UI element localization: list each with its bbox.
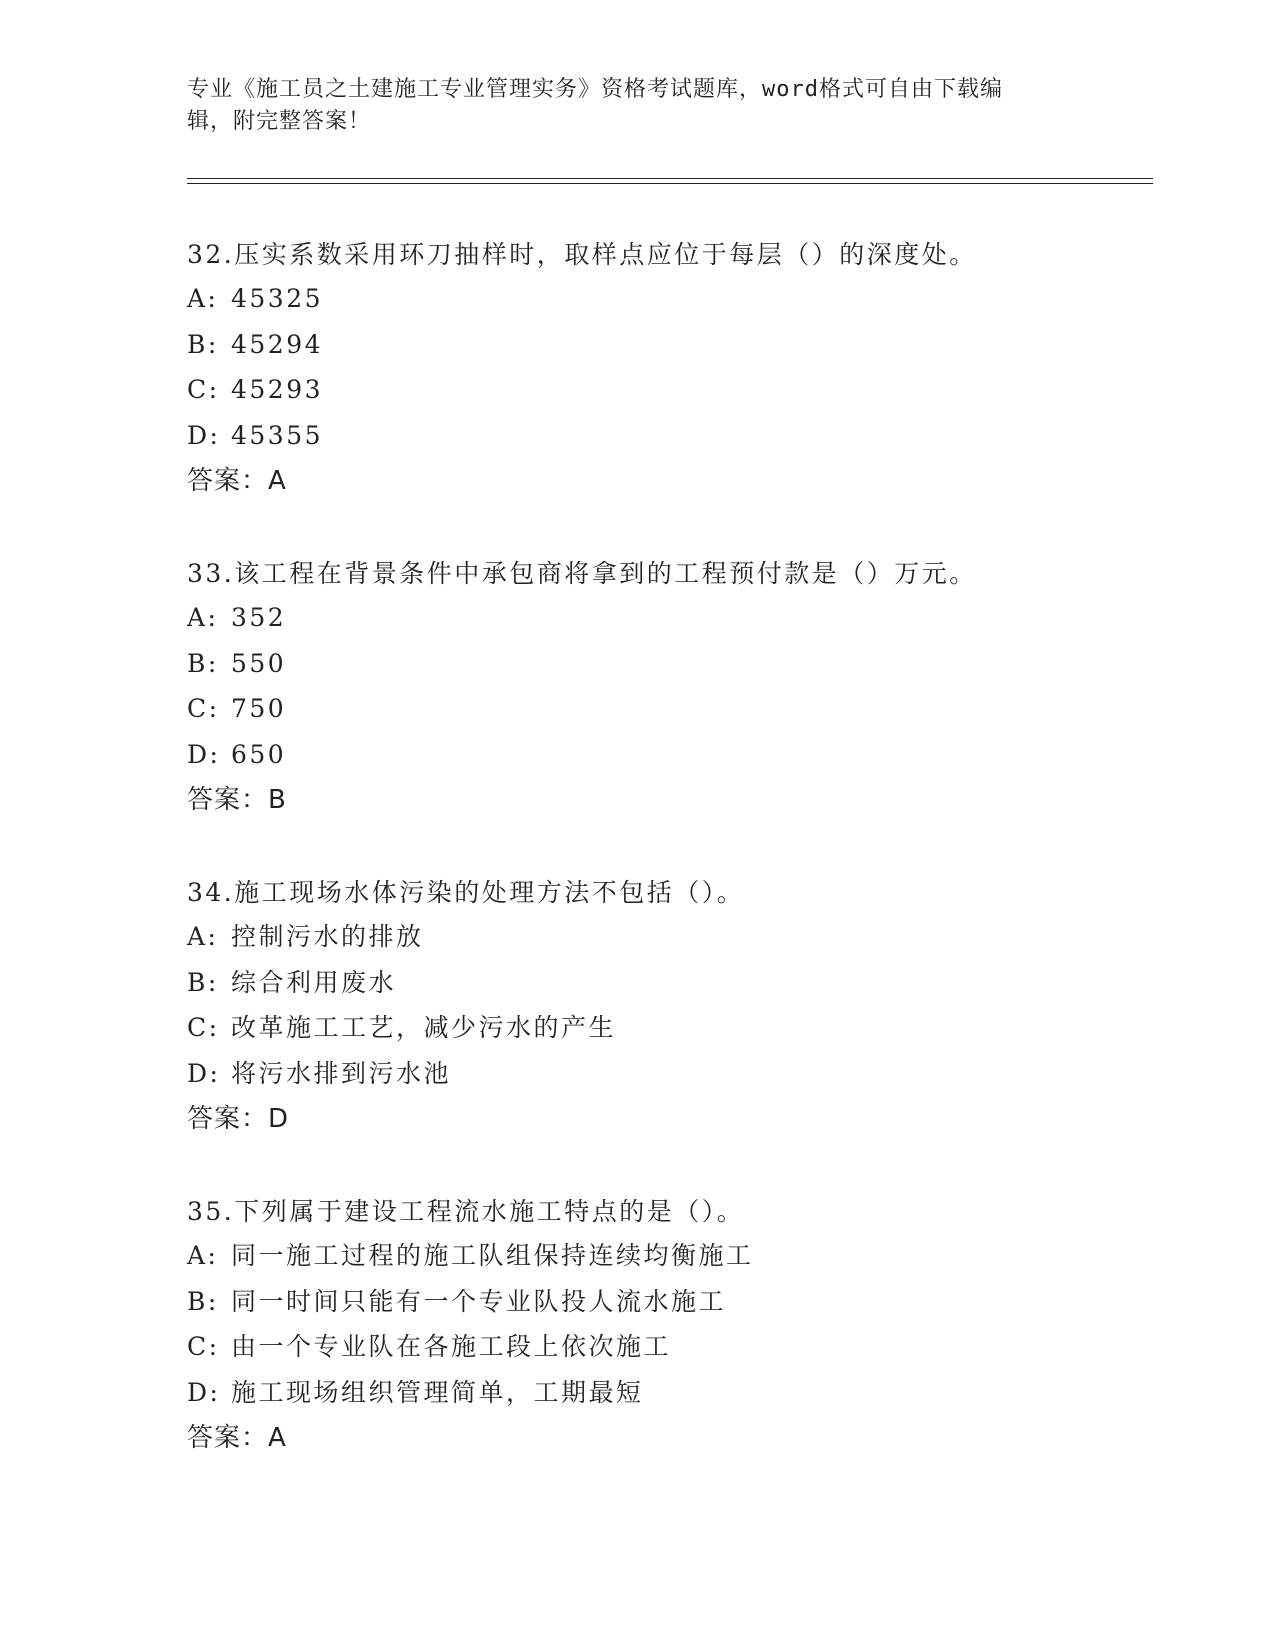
option-letter: D:: [187, 420, 221, 450]
header-divider-bottom: [187, 183, 1153, 184]
option-a: [187, 1240, 1167, 1286]
option-letter: B:: [187, 329, 219, 359]
option-letter: B:: [187, 1286, 219, 1316]
option-d: [187, 1377, 1167, 1423]
option-text: 352: [231, 603, 287, 632]
option-letter: C:: [187, 694, 220, 723]
option-b: [187, 648, 1167, 694]
answer-line: 答案：D: [187, 1104, 290, 1134]
header-line-1: 专业《施工员之土建施工专业管理实务》资格考试题库，word格式可自由下载编: [187, 77, 1003, 102]
option-text: 由一个专业队在各施工段上依次施工: [231, 1332, 672, 1361]
question-stem: 32.压实系数采用环刀抽样时，取样点应位于每层（）的深度处。: [187, 240, 977, 269]
option-letter: B:: [187, 967, 219, 997]
question-35: [187, 1196, 1167, 1462]
option-c: [187, 374, 1167, 420]
option-text: 改革施工工艺，减少污水的产生: [231, 1013, 617, 1042]
question-stem: 34.施工现场水体污染的处理方法不包括（）。: [187, 878, 745, 907]
option-a: [187, 602, 1167, 648]
option-text: 综合利用废水: [231, 967, 397, 997]
option-text: 45294: [231, 329, 324, 359]
header-line-2: 辑，附完整答案！: [187, 109, 372, 134]
option-text: 650: [231, 739, 287, 769]
option-d: [187, 1058, 1167, 1104]
option-text: 将污水排到污水池: [231, 1058, 452, 1088]
option-c: [187, 1331, 1167, 1377]
option-text: 控制污水的排放: [231, 922, 424, 951]
question-stem: 33.该工程在背景条件中承包商将拿到的工程预付款是（）万元。: [187, 559, 977, 588]
option-c: [187, 693, 1167, 739]
answer-line: 答案：B: [187, 785, 287, 815]
option-letter: D:: [187, 1377, 221, 1407]
question-34: [187, 877, 1167, 1143]
option-letter: A:: [187, 603, 219, 632]
option-a: [187, 283, 1167, 329]
option-c: [187, 1012, 1167, 1058]
option-letter: B:: [187, 648, 219, 678]
option-b: [187, 967, 1167, 1013]
option-letter: A:: [187, 284, 219, 313]
option-letter: C:: [187, 375, 220, 404]
question-33: [187, 558, 1167, 824]
option-text: 750: [231, 694, 287, 723]
option-text: 45325: [231, 284, 324, 313]
option-letter: A:: [187, 1241, 219, 1270]
option-letter: C:: [187, 1013, 220, 1042]
option-a: [187, 921, 1167, 967]
option-letter: D:: [187, 739, 221, 769]
header-divider-top: [187, 178, 1153, 179]
option-d: [187, 420, 1167, 466]
answer-line: 答案：A: [187, 466, 287, 496]
option-b: [187, 329, 1167, 375]
option-text: 同一施工过程的施工队组保持连续均衡施工: [231, 1241, 754, 1270]
option-letter: D:: [187, 1058, 221, 1088]
option-text: 同一时间只能有一个专业队投人流水施工: [231, 1286, 727, 1316]
document-header: [187, 74, 1067, 138]
option-text: 550: [231, 648, 287, 678]
option-letter: A:: [187, 922, 219, 951]
option-text: 45355: [231, 420, 324, 450]
answer-line: 答案：A: [187, 1423, 287, 1453]
option-letter: C:: [187, 1332, 220, 1361]
question-stem: 35.下列属于建设工程流水施工特点的是（）。: [187, 1197, 745, 1226]
option-b: [187, 1286, 1167, 1332]
option-text: 施工现场组织管理简单，工期最短: [231, 1377, 644, 1407]
question-32: [187, 239, 1167, 505]
option-text: 45293: [231, 375, 324, 404]
option-d: [187, 739, 1167, 785]
